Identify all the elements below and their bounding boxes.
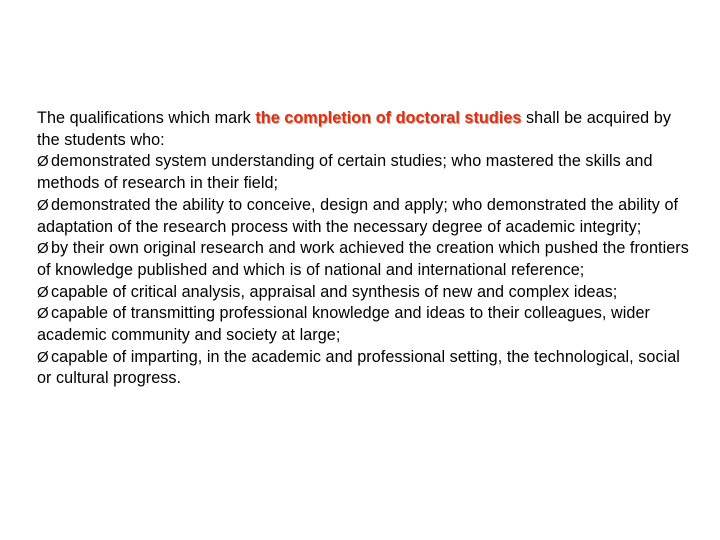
intro-paragraph bbox=[37, 108, 697, 151]
intro-tail: shall be acquired by the students who: bbox=[37, 109, 671, 149]
bullet-item-6 bbox=[37, 347, 697, 390]
bullet-text: capable of transmitting professional knowledge and ideas to their colleagues, wider academic community and society at large; bbox=[37, 304, 650, 345]
arrow-bullet-icon: Ø bbox=[37, 153, 49, 171]
arrow-bullet-icon: Ø bbox=[37, 240, 49, 258]
bullet-text: capable of imparting, in the academic and professional setting, the technological, social or cultural progress. bbox=[37, 347, 680, 388]
arrow-bullet-icon: Ø bbox=[37, 196, 49, 214]
bullet-text: demonstrated system understanding of certain studies; who mastered the skills and methods of research in their field; bbox=[37, 152, 653, 193]
bullet-text: capable of critical analysis, appraisal and synthesis of new and complex ideas; bbox=[51, 282, 618, 301]
arrow-bullet-icon: Ø bbox=[37, 348, 49, 366]
highlight-phrase: the completion of doctoral studies bbox=[255, 109, 522, 127]
bullet-item-5 bbox=[37, 303, 697, 346]
slide-text-block bbox=[37, 108, 697, 390]
bullet-text: demonstrated the ability to conceive, design and apply; who demonstrated the ability of adaptation of the research process with the necessary degree of academic integrity; bbox=[37, 195, 679, 236]
bullet-item-4 bbox=[37, 282, 697, 304]
arrow-bullet-icon: Ø bbox=[37, 305, 49, 323]
bullet-text: by their own original research and work achieved the creation which pushed the frontiers of knowledge published and which is of national and international reference; bbox=[37, 239, 689, 279]
arrow-bullet-icon: Ø bbox=[37, 283, 49, 301]
bullet-item-1 bbox=[37, 151, 697, 194]
bullet-item-2 bbox=[37, 195, 697, 238]
bullet-item-3 bbox=[37, 238, 697, 281]
intro-lead: The qualifications which mark bbox=[37, 109, 256, 127]
